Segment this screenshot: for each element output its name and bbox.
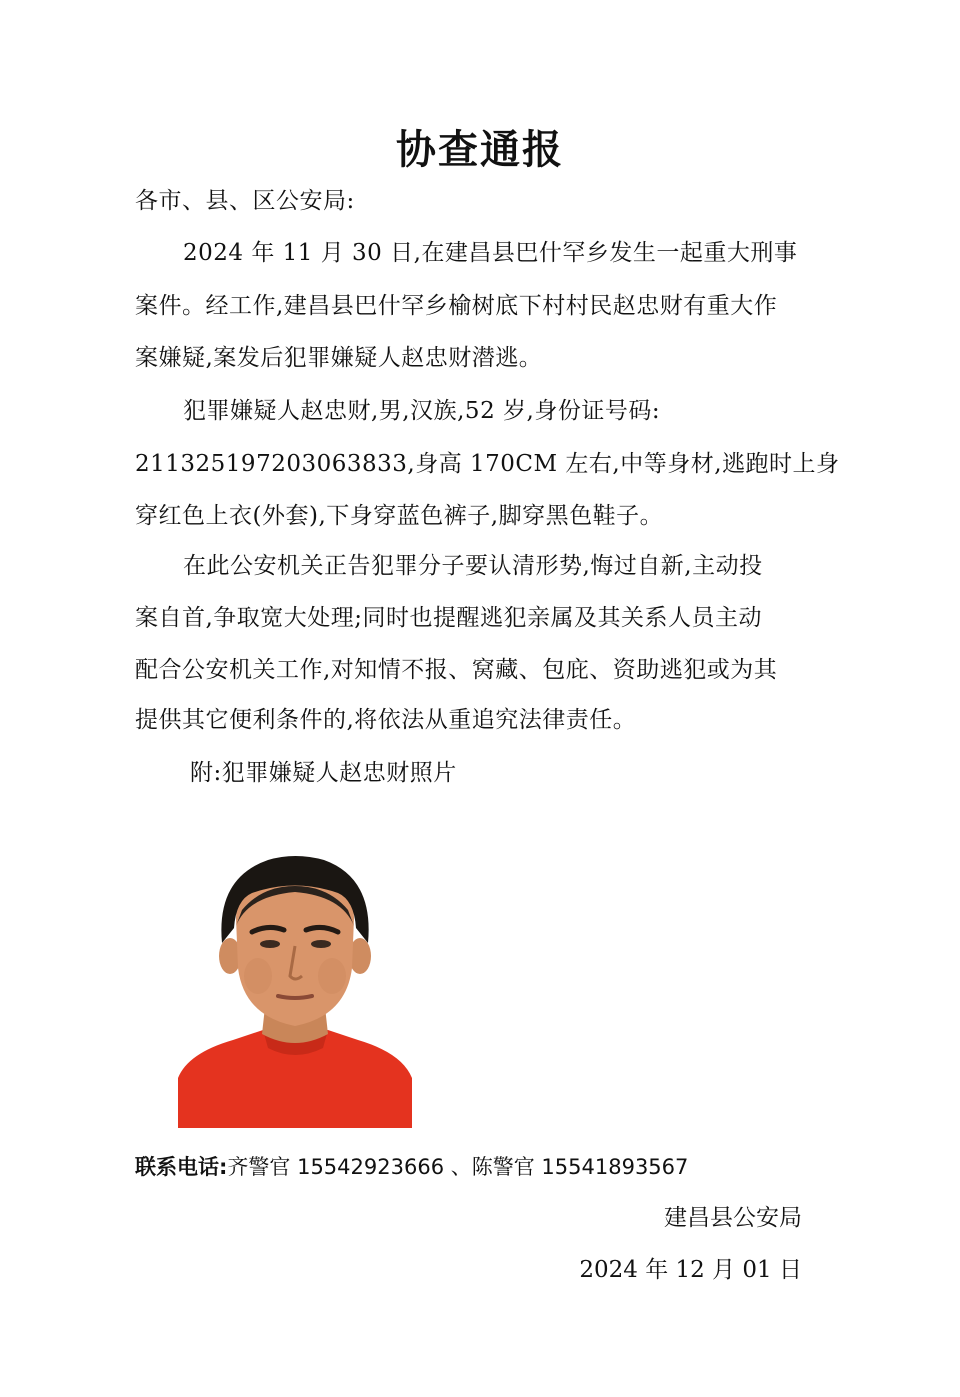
paragraph1-line2: 案件。经工作,建昌县巴什罕乡榆树底下村村民赵忠财有重大作	[135, 293, 778, 319]
attachment-note: 附:犯罪嫌疑人赵忠财照片	[190, 760, 457, 786]
issuer-name: 建昌县公安局	[664, 1205, 802, 1231]
paragraph3-line2: 案自首,争取宽大处理;同时也提醒逃犯亲属及其关系人员主动	[135, 605, 763, 631]
contact-separator: 、	[450, 1155, 472, 1179]
salutation: 各市、县、区公安局:	[135, 188, 355, 214]
paragraph1-line1: 2024 年 11 月 30 日,在建昌县巴什罕乡发生一起重大刑事	[183, 240, 798, 266]
paragraph1-line3: 案嫌疑,案发后犯罪嫌疑人赵忠财潜逃。	[135, 345, 543, 371]
notice-title: 协查通报	[396, 127, 564, 173]
issue-date: 2024 年 12 月 01 日	[579, 1257, 802, 1283]
paragraph2-line1: 犯罪嫌疑人赵忠财,男,汉族,52 岁,身份证号码:	[183, 398, 661, 424]
paragraph2-line2: 211325197203063833,身高 170CM 左右,中等身材,逃跑时上身	[135, 451, 840, 477]
contact-officer-chen: 陈警官 15541893567	[471, 1155, 689, 1179]
paragraph3-line1: 在此公安机关正告犯罪分子要认清形势,悔过自新,主动投	[183, 553, 763, 579]
contact-label: 联系电话:	[135, 1155, 228, 1179]
suspect-photo	[178, 848, 412, 1128]
paragraph3-line3: 配合公安机关工作,对知情不报、窝藏、包庇、资助逃犯或为其	[135, 657, 778, 683]
contact-officer-qi: 齐警官 15542923666	[227, 1155, 445, 1179]
contact-line	[135, 1152, 835, 1182]
paragraph2-line3: 穿红色上衣(外套),下身穿蓝色裤子,脚穿黑色鞋子。	[135, 503, 664, 529]
paragraph3-line4: 提供其它便利条件的,将依法从重追究法律责任。	[135, 707, 637, 733]
